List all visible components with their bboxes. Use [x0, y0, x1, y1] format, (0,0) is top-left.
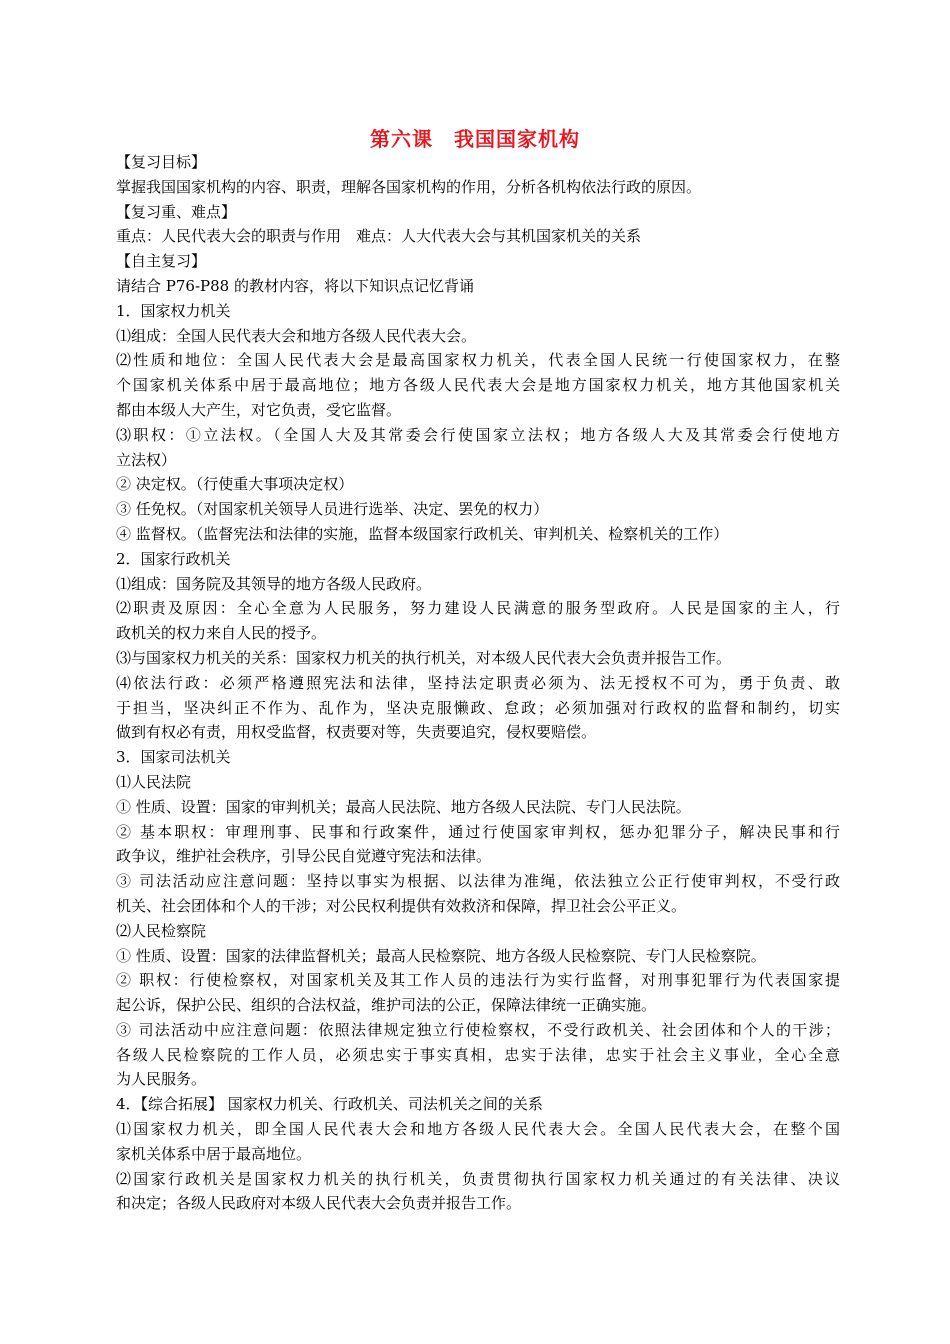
text-line: ⑴组成：国务院及其领导的地方各级人民政府。	[116, 574, 432, 593]
text-line: 4．【综合拓展】 国家权力机关、行政机关、司法机关之间的关系	[116, 1095, 543, 1114]
text-line: 重点：人民代表大会的职责与作用 难点：人大代表大会与其机国家机关的关系	[116, 227, 642, 246]
text-line: 都由本级人大产生，对它负责，受它监督。	[116, 400, 402, 419]
text-line: ⑵国家行政机关是国家权力机关的执行机关，负责贯彻执行国家权力机关通过的有关法律、决议	[116, 1169, 840, 1188]
text-line: ⑵人民检察院	[116, 921, 207, 940]
text-line: ⑵职责及原因：全心全意为人民服务，努力建设人民满意的服务型政府。人民是国家的主人，行	[116, 599, 840, 618]
text-line: ④ 监督权。（监督宪法和法律的实施，监督本级国家行政机关、审判机关、检察机关的工作）	[116, 524, 729, 543]
text-line: 个国家机关体系中居于最高地位；地方各级人民代表大会是地方国家权力机关，地方其他国家机关	[116, 376, 840, 395]
text-line: ⑴人民法院	[116, 772, 192, 791]
text-line: 为人民服务。	[116, 1070, 207, 1089]
text-line: ⑵性质和地位：全国人民代表大会是最高国家权力机关，代表全国人民统一行使国家权力，在整	[116, 351, 840, 370]
text-line: ⑶职权：①立法权。（全国人大及其常委会行使国家立法权；地方各级人大及其常委会行使地方	[116, 425, 840, 444]
text-line: 1．国家权力机关	[116, 301, 231, 320]
text-line: 政争议，维护社会秩序，引导公民自觉遵守宪法和法律。	[116, 847, 492, 866]
text-line: 家机关体系中居于最高地位。	[116, 1144, 312, 1163]
text-line: ⑶与国家权力机关的关系：国家权力机关的执行机关，对本级人民代表大会负责并报告工作。	[116, 648, 732, 667]
text-line: 2．国家行政机关	[116, 549, 231, 568]
text-line: ⑴组成：全国人民代表大会和地方各级人民代表大会。	[116, 326, 477, 345]
text-line: 和决定；各级人民政府对本级人民代表大会负责并报告工作。	[116, 1194, 522, 1213]
page-title: 第六课 我国国家机构	[370, 127, 580, 151]
text-line: ③ 司法活动中应注意问题：依照法律规定独立行使检察权，不受行政机关、社会团体和个人的干涉；	[116, 1020, 840, 1039]
text-line: 做到有权必有责，用权受监督，权责要对等，失责要追究，侵权要赔偿。	[116, 723, 597, 742]
text-line: ⑷依法行政：必须严格遵照宪法和法律，坚持法定职责必须为、法无授权不可为，勇于负责、敢	[116, 673, 840, 692]
text-line: ③ 任免权。（对国家机关领导人员进行选举、决定、罢免的权力）	[116, 500, 549, 519]
text-line: 立法权）	[116, 450, 177, 469]
text-line: ② 基本职权：审理刑事、民事和行政案件，通过行使国家审判权，惩办犯罪分子，解决民事和行	[116, 822, 840, 841]
text-line: ① 性质、设置：国家的审判机关；最高人民法院、地方各级人民法院、专门人民法院。	[116, 797, 691, 816]
text-line: 【复习重、难点】	[116, 202, 237, 221]
text-line: 起公诉，保护公民、组织的合法权益，维护司法的公正，保障法律统一正确实施。	[116, 996, 657, 1015]
text-line: 请结合 P76-P88 的教材内容，将以下知识点记忆背诵	[116, 276, 474, 295]
text-line: ② 职权：行使检察权，对国家机关及其工作人员的违法行为实行监督，对刑事犯罪行为代表国家提	[116, 971, 840, 990]
text-line: 政机关的权力来自人民的授予。	[116, 624, 327, 643]
text-line: ⑴国家权力机关，即全国人民代表大会和地方各级人民代表大会。全国人民代表大会，在整个国	[116, 1120, 840, 1139]
text-line: 机关、社会团体和个人的干涉；对公民权利提供有效救济和保障，捍卫社会公平正义。	[116, 896, 687, 915]
text-line: 【自主复习】	[116, 252, 207, 271]
text-line: 3．国家司法机关	[116, 748, 231, 767]
text-line: ① 性质、设置：国家的法律监督机关；最高人民检察院、地方各级人民检察院、专门人民检察院。	[116, 946, 766, 965]
document-body	[116, 150, 840, 1216]
text-line: ③ 司法活动应注意问题：坚持以事实为根据、以法律为准绳，依法独立公正行使审判权，不受行政	[116, 872, 840, 891]
text-line: 于担当，坚决纠正不作为、乱作为，坚决克服懒政、怠政；必须加强对行政权的监督和制约，切实	[116, 698, 840, 717]
text-line: 【复习目标】	[116, 153, 207, 171]
text-line: 各级人民检察院的工作人员，必须忠实于事实真相，忠实于法律，忠实于社会主义事业，全心全意	[116, 1045, 840, 1064]
text-line: ② 决定权。（行使重大事项决定权）	[116, 475, 354, 494]
text-line: 掌握我国国家机构的内容、职责，理解各国家机构的作用，分析各机构依法行政的原因。	[116, 177, 702, 196]
